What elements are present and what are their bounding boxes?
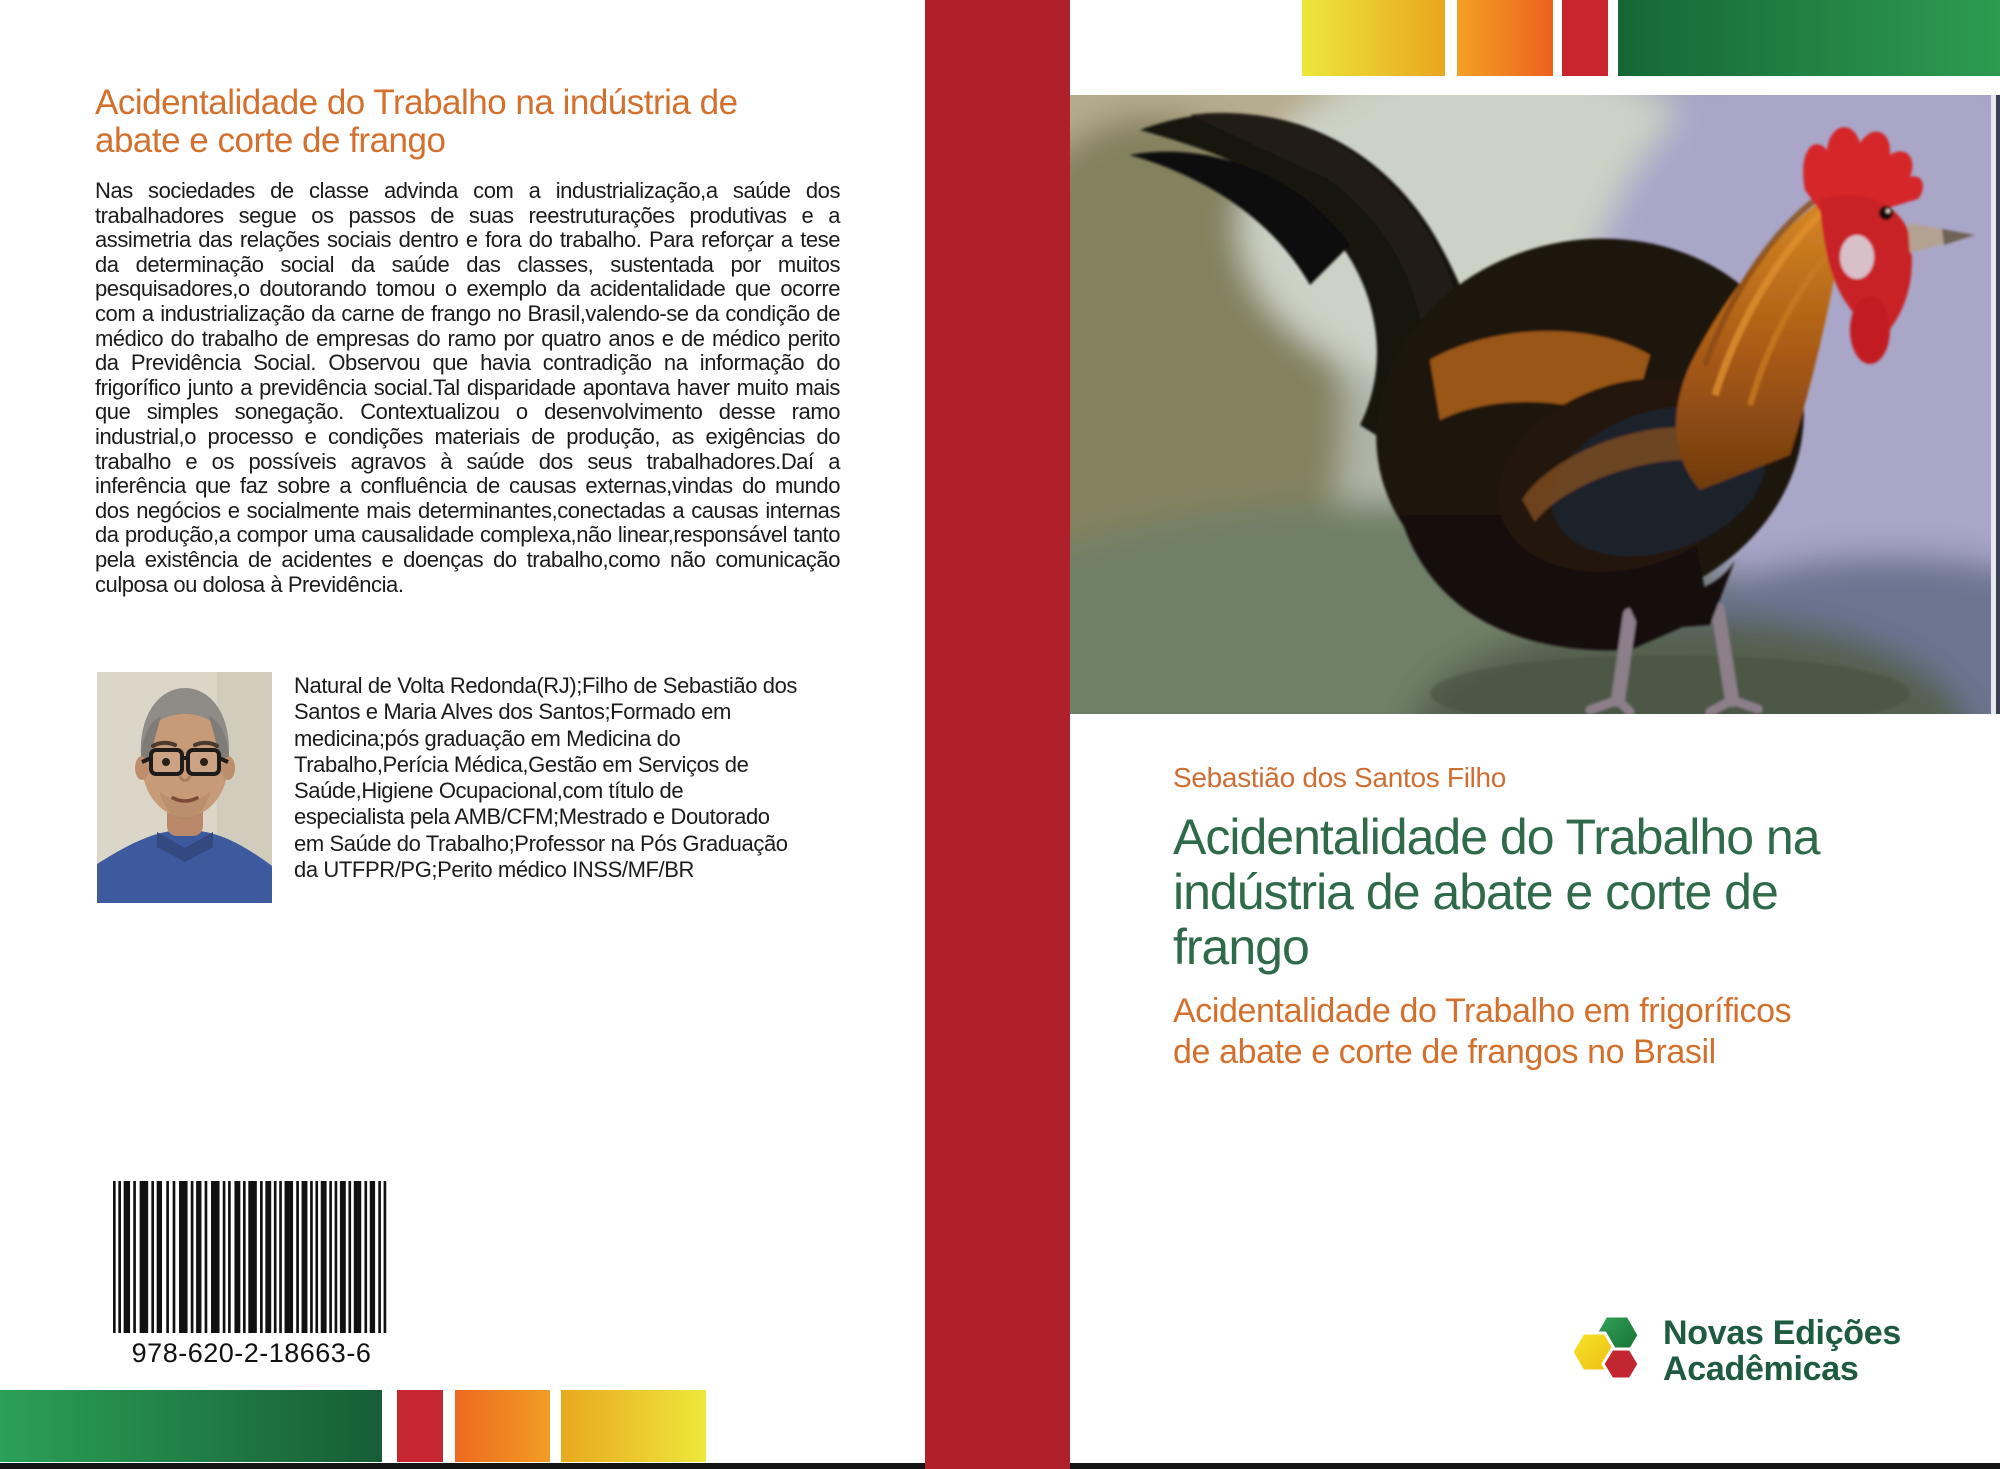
front-subtitle: [1173, 991, 1953, 1073]
rooster-wattle: [1850, 296, 1890, 364]
publisher-name-line1: Novas Edições: [1663, 1314, 1901, 1352]
back-cover-title-line2: abate e corte de frango: [95, 121, 446, 160]
front-title-line2: indústria de abate e corte de: [1173, 864, 1778, 920]
bio-line: Saúde,Higiene Ocupacional,com título de: [294, 778, 684, 804]
top-stripe-yellow: [1302, 0, 1445, 76]
author-bio: [294, 673, 839, 883]
publisher-name: [1663, 1315, 1993, 1387]
bio-line: Santos e Maria Alves dos Santos;Formado em: [294, 699, 731, 725]
front-title: [1173, 810, 1973, 975]
front-author-name: Sebastião dos Santos Filho: [1173, 762, 1507, 793]
back-cover-title: [95, 84, 855, 160]
bio-line: Natural de Volta Redonda(RJ);Filho de Sebastião dos: [294, 673, 798, 698]
front-subtitle-line1: Acidentalidade do Trabalho em frigoríficos: [1173, 992, 1792, 1030]
publisher-logo-icon: [1570, 1308, 1654, 1392]
publisher-name-line2: Acadêmicas: [1663, 1350, 1859, 1388]
bottom-stripe-orange: [455, 1390, 550, 1462]
bio-line: medicina;pós graduação em Medicina do: [294, 725, 681, 751]
bio-line: especialista pela AMB/CFM;Mestrado e Doutorado: [294, 804, 770, 830]
author-portrait-photo: [97, 672, 272, 903]
logo-hexagon-red: [1603, 1349, 1639, 1379]
isbn-barcode: [113, 1181, 390, 1333]
top-stripe-green: [1618, 0, 2000, 76]
back-cover-title-line1: Acidentalidade do Trabalho na indústria de: [95, 83, 738, 122]
bio-line: da UTFPR/PG;Perito médico INSS/MF/BR: [294, 857, 695, 883]
isbn-number: 978-620-2-18663-6: [131, 1338, 372, 1368]
top-stripe-red: [1562, 0, 1608, 76]
front-title-line3: frango: [1173, 919, 1309, 975]
front-subtitle-line2: de abate e corte de frangos no Brasil: [1173, 1033, 1716, 1071]
book-spine: [925, 0, 1070, 1469]
bottom-stripe-green: [0, 1390, 382, 1462]
bottom-stripe-yellow: [561, 1390, 706, 1462]
rooster-photo: [1070, 95, 2000, 714]
front-title-line1: Acidentalidade do Trabalho na: [1173, 809, 1820, 865]
bio-line: Trabalho,Perícia Médica,Gestão em Serviços de: [294, 751, 749, 777]
bottom-stripe-red: [397, 1390, 443, 1462]
rooster-earlobe: [1840, 235, 1874, 279]
back-cover-synopsis: Nas sociedades de classe advinda com a industrialização,a saúde dos trabalhadores segue os passos de suas reestruturações produtivas e a assimetria das relações sociais dentro e fora do trabalho. Para reforçar a tese da determinação social da saúde das classes, sustentada por muitos pesquisadores,o doutorando tomou o exemplo da acidentalidade que ocorre com a industrialização da carne de frango no Brasil,valendo-se da condição de médico do trabalho de empresas do ramo por quatro anos e de médico perito da Previdência Social. Observou que havia contradição na informação do frigorífico junto a previdência social.Tal disparidade apontava haver muito mais que simples sonegação. Contextualizou o desenvolvimento desse ramo industrial,o processo e condições materiais de produção, as exigências do trabalho e os possíveis agravos à saúde dos seus trabalhadores.Daí a inferência que faz sobre a confluência de causas externas,vindas do mundo dos negócios e socialmente mais determinantes,conectadas a causas internas da produção,a compor uma causalidade complexa,não linear,responsável tanto pela existência de acidentes e doenças do trabalho,como não comunicação culposa ou dolosa à Previdência.: [95, 178, 840, 597]
rooster-eye: [1879, 206, 1893, 220]
top-stripe-orange: [1457, 0, 1553, 76]
bio-line: em Saúde do Trabalho;Professor na Pós Graduação: [294, 830, 788, 856]
